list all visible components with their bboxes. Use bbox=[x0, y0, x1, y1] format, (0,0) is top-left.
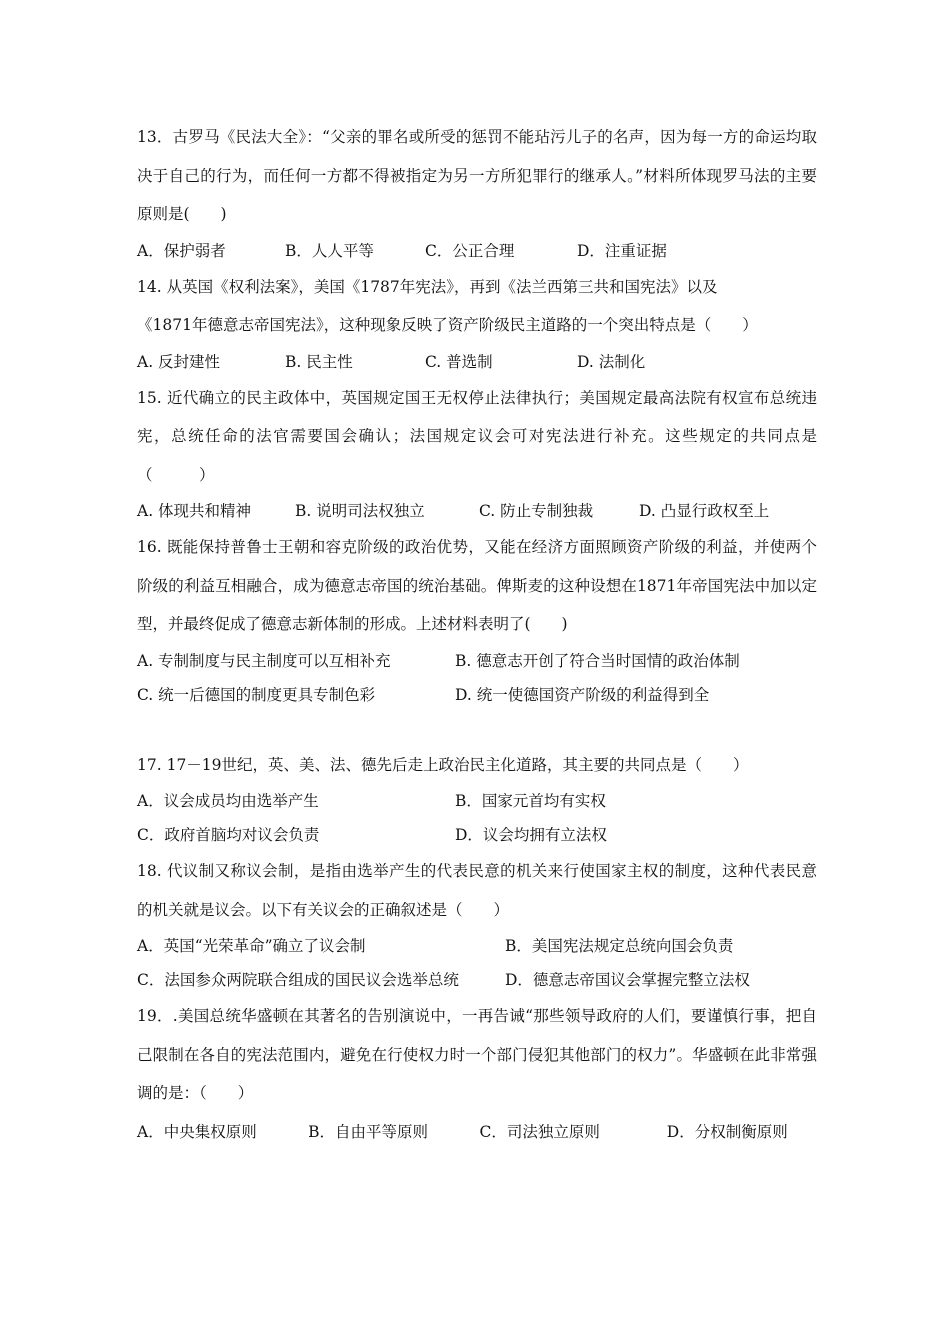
question-stem-line-2: 《1871年德意志帝国宪法》，这种现象反映了资产阶级民主道路的一个突出特点是（ ） bbox=[137, 316, 758, 334]
question-stem: 15. 近代确立的民主政体中，英国规定国王无权停止法律执行；美国规定最高法院有权宣布总统违宪，总统任命的法官需要国会确认；法国规定议会可对宪法进行补充。这些规定的共同点是（ ） bbox=[137, 388, 817, 484]
option-c[interactable]: C．司法独立原则 bbox=[479, 1122, 600, 1141]
option-a[interactable]: A. 反封建性 bbox=[137, 352, 221, 371]
options-row bbox=[137, 345, 817, 379]
option-b[interactable]: B. 民主性 bbox=[285, 352, 353, 371]
question-list bbox=[137, 118, 817, 1151]
question-stem: 18. 代议制又称议会制，是指由选举产生的代表民意的机关来行使国家主权的制度，这种代表民意的机关就是议会。以下有关议会的正确叙述是（ ） bbox=[137, 862, 817, 919]
option-c[interactable]: C. 统一后德国的制度更具专制色彩 bbox=[137, 685, 376, 704]
question-stem bbox=[137, 268, 817, 345]
option-d[interactable]: D．注重证据 bbox=[577, 241, 667, 260]
question-19 bbox=[137, 997, 817, 1151]
option-a[interactable]: A．中央集权原则 bbox=[137, 1122, 257, 1141]
question-stem-line-1: 14. 从英国《权利法案》，美国《1787年宪法》，再到《法兰西第三共和国宪法》以及 bbox=[137, 277, 718, 296]
option-d[interactable]: D. 法制化 bbox=[577, 352, 646, 371]
option-b[interactable]: B. 德意志开创了符合当时国情的政治体制 bbox=[455, 651, 740, 670]
question-18 bbox=[137, 852, 817, 997]
options-row bbox=[137, 494, 817, 528]
option-d[interactable]: D．分权制衡原则 bbox=[666, 1122, 788, 1141]
option-a[interactable]: A．议会成员均由选举产生 bbox=[137, 792, 319, 810]
options-row bbox=[137, 234, 817, 268]
question-stem: 16. 既能保持普鲁士王朝和容克阶级的政治优势，又能在经济方面照顾资产阶级的利益，并使两个阶级的利益互相融合，成为德意志帝国的统治基础。俾斯麦的这种设想在1871年帝国宪法中加以定型，并最终促成了德意志新体制的形成。上述材料表明了( ) bbox=[137, 538, 817, 633]
option-c[interactable]: C．公正合理 bbox=[425, 241, 515, 260]
option-a[interactable]: A. 体现共和精神 bbox=[137, 502, 252, 520]
question-stem: 17. 17－19世纪，英、美、法、德先后走上政治民主化道路，其主要的共同点是（ ） bbox=[137, 755, 749, 774]
option-b[interactable]: B．国家元首均有实权 bbox=[455, 792, 606, 810]
question-15 bbox=[137, 379, 817, 529]
option-a[interactable]: A．保护弱者 bbox=[137, 241, 226, 260]
option-b[interactable]: B．自由平等原则 bbox=[308, 1122, 429, 1141]
option-d[interactable]: D．议会均拥有立法权 bbox=[455, 826, 607, 844]
question-17 bbox=[137, 746, 817, 853]
question-16 bbox=[137, 528, 817, 712]
question-13 bbox=[137, 118, 817, 268]
options-grid bbox=[137, 929, 817, 997]
option-a[interactable]: A．英国“光荣革命”确立了议会制 bbox=[137, 937, 366, 955]
option-d[interactable]: D. 统一使德国资产阶级的利益得到全 bbox=[455, 685, 710, 704]
question-stem: 13．古罗马《民法大全》：“父亲的罪名或所受的惩罚不能玷污儿子的名声，因为每一方的命运均取决于自己的行为，而任何一方都不得被指定为另一方所犯罪行的继承人。”材料所体现罗马法的主要原则是( ) bbox=[137, 128, 817, 223]
option-c[interactable]: C. 普选制 bbox=[425, 352, 493, 371]
options-grid bbox=[137, 644, 817, 712]
option-d[interactable]: D．德意志帝国议会掌握完整立法权 bbox=[505, 971, 750, 989]
option-c[interactable]: C. 防止专制独裁 bbox=[479, 502, 594, 520]
option-b[interactable]: B. 说明司法权独立 bbox=[295, 502, 425, 520]
question-14 bbox=[137, 268, 817, 379]
option-b[interactable]: B．人人平等 bbox=[285, 241, 374, 260]
question-stem: 19．.美国总统华盛顿在其著名的告别演说中，一再告诫“那些领导政府的人们，要谨慎行事，把自己限制在各自的宪法范围内，避免在行使权力时一个部门侵犯其他部门的权力”。华盛顿在此非常强调的是：（ ） bbox=[137, 1007, 817, 1102]
option-c[interactable]: C．政府首脑均对议会负责 bbox=[137, 826, 320, 844]
option-b[interactable]: B．美国宪法规定总统向国会负责 bbox=[505, 937, 734, 955]
spacer bbox=[137, 712, 817, 746]
option-c[interactable]: C．法国参众两院联合组成的国民议会选举总统 bbox=[137, 971, 459, 989]
option-a[interactable]: A. 专制制度与民主制度可以互相补充 bbox=[137, 651, 391, 670]
option-d[interactable]: D. 凸显行政权至上 bbox=[639, 502, 770, 520]
options-grid bbox=[137, 784, 817, 852]
options-line bbox=[137, 1113, 817, 1152]
